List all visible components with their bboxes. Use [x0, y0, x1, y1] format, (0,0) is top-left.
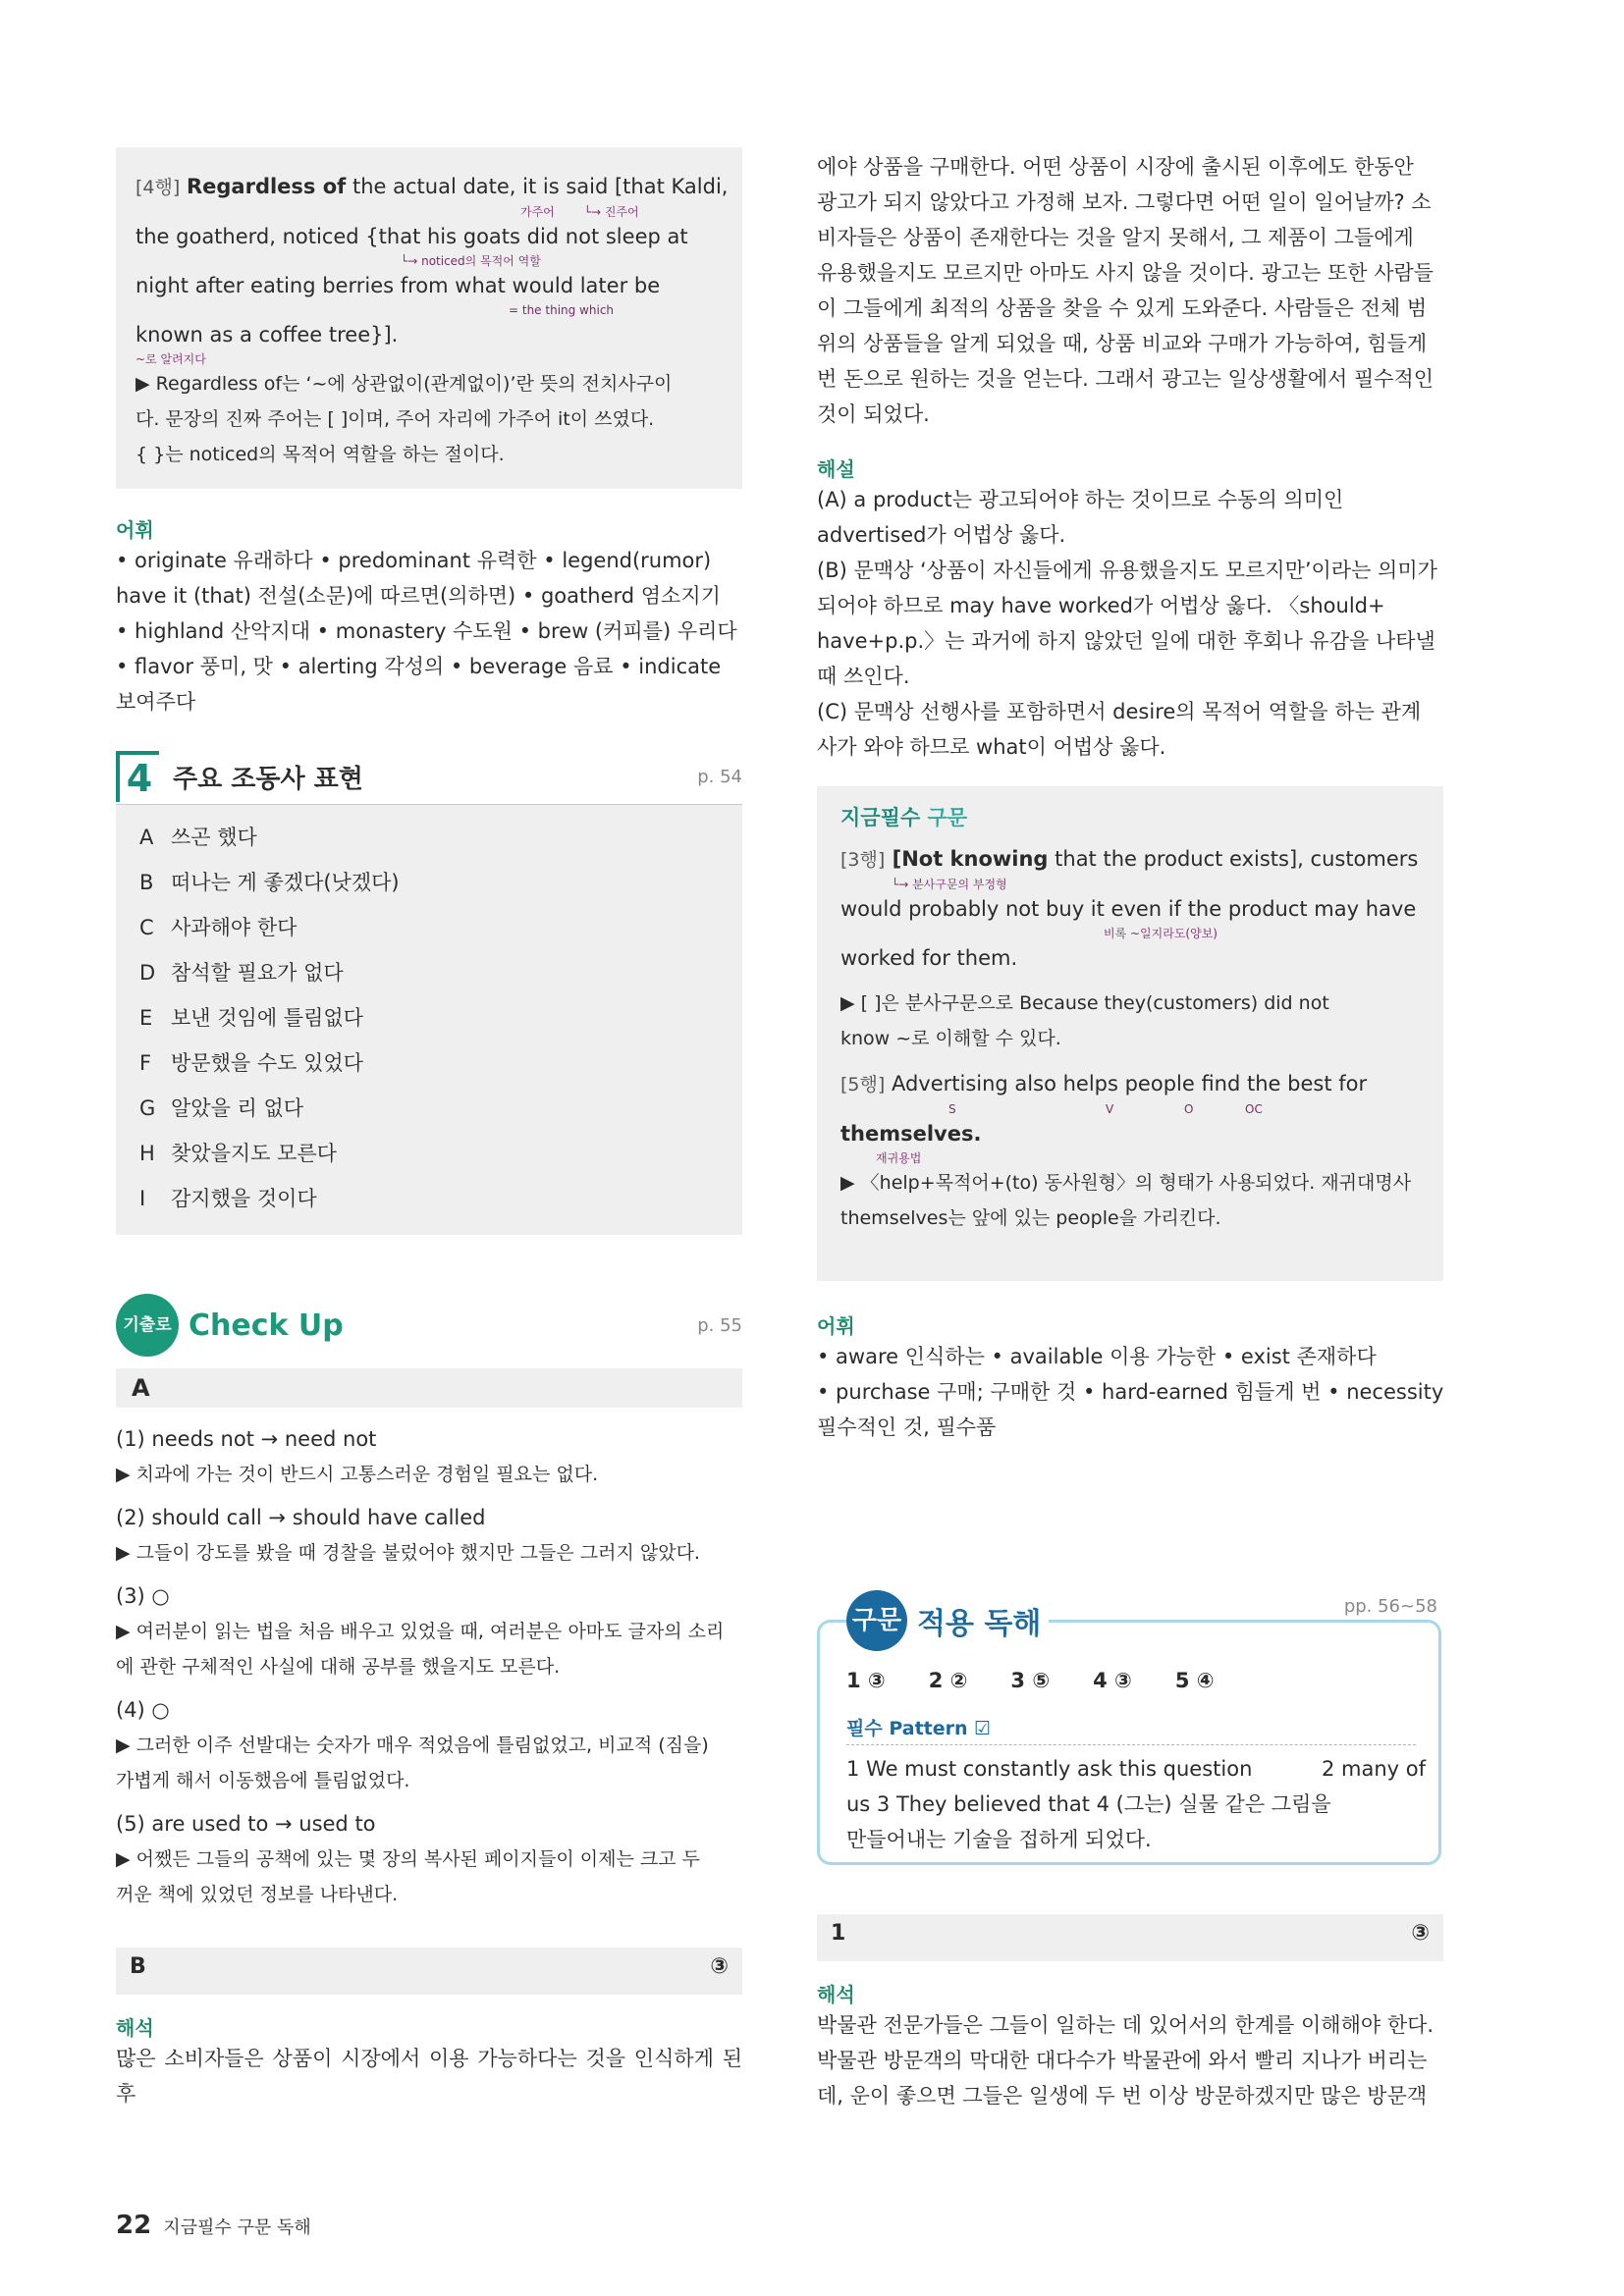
answer-list-item: [139, 995, 719, 1041]
question-1-header: [817, 1914, 1443, 1961]
item-key: I: [139, 1187, 146, 1210]
pattern-header: [846, 1714, 1416, 1745]
text-line: have it (that) 전설(소문)에 따르면(의하면) • goatherd 염소지기: [116, 584, 721, 608]
explanation: know ~로 이해할 수 있다.: [840, 1028, 1061, 1049]
vocab-section: [116, 514, 742, 720]
answer-item: [116, 1500, 742, 1571]
apply-title: 적용 독해: [917, 1607, 1042, 1641]
answer-list: [116, 805, 742, 1235]
item-value: 떠나는 게 좋겠다(낫겠다): [171, 871, 400, 894]
line-number: [3행]: [840, 849, 886, 871]
text-line: • flavor 풍미, 맛 • alerting 각성의 • beverage 음료 • indicate: [116, 655, 722, 678]
sentence-text: night after eating berries from what would later be: [135, 274, 661, 297]
translation-text: 많은 소비자들은 상품이 시장에서 이용 가능하다는 것을 인식하게 된 후: [116, 2047, 742, 2106]
part-label: B: [130, 1954, 146, 1979]
text-line: 것이 되었다.: [817, 402, 930, 426]
text-line: • highland 산악지대 • monastery 수도원 • brew (커피를) 우리다: [116, 619, 737, 643]
answer-mark: ③: [1411, 1921, 1430, 1946]
item-value: 알았을 리 없다: [171, 1096, 304, 1120]
answer-item: 4 ③: [1093, 1669, 1132, 1692]
grammar-note: └→ noticed의 목적어 역할: [401, 254, 541, 268]
key-phrase: [Not knowing: [885, 847, 1049, 871]
answer-list-item: [139, 950, 719, 995]
answer-item: [116, 1692, 742, 1798]
vocab-label: 어휘: [116, 518, 154, 542]
answer-item: [116, 1421, 742, 1492]
text-line: • originate 유래하다 • predominant 유력한 • legend(rumor): [116, 549, 712, 572]
text-line: 에야 상품을 구매한다. 어떤 상품이 시장에 출시된 이후에도 한동안: [817, 155, 1414, 179]
item-key: C: [139, 916, 154, 939]
translation-label: 해석: [116, 2016, 154, 2040]
vocab-list: [817, 1339, 1443, 1445]
vocab-list: [116, 543, 742, 720]
vocab-label: 어휘: [817, 1314, 855, 1338]
explanation: ▶ Regardless of는 ‘~에 상관없이(관계없이)’란 뜻의 전치사구이: [135, 373, 673, 395]
answer-list-item: [139, 815, 719, 860]
translation: ▶ 그러한 이주 선발대는 숫자가 매우 적었음에 틀림없었고, 비교적 (짐을): [116, 1735, 709, 1756]
part-label: A: [132, 1374, 150, 1402]
check-icon: ☑: [974, 1718, 992, 1739]
answer-list-item: [139, 1176, 719, 1221]
right-column: [817, 149, 1443, 2113]
text-line: 박물관 방문객의 막대한 대다수가 박물관에 와서 빨리 지나가 버리는: [817, 2049, 1428, 2072]
text-line: 광고가 되지 않았다고 가정해 보자. 그렇다면 어떤 일이 일어날까? 소: [817, 190, 1432, 214]
translation: ▶ 어쨌든 그들의 공책에 있는 몇 장의 복사된 페이지들이 이제는 크고 두: [116, 1848, 700, 1870]
text-line: (B) 문맥상 ‘상품이 자신들에게 유용했을지도 모르지만’이라는 의미가: [817, 559, 1437, 582]
text-line: 보여주다: [116, 690, 196, 714]
translation: ▶ 그들이 강도를 봤을 때 경찰을 불렀어야 했지만 그들은 그러지 않았다.: [116, 1542, 700, 1564]
item-key: B: [139, 871, 154, 894]
page-number: 22: [116, 2211, 152, 2240]
correction: (3) ○: [116, 1584, 170, 1608]
grammar-note: └→ 진주어: [583, 205, 639, 219]
line-number: [4행]: [135, 177, 181, 198]
pattern-answer: 1 We must constantly ask this question: [846, 1757, 1253, 1781]
part-b-header: [116, 1948, 742, 1995]
sentence-text: that the product exists], customers: [1048, 847, 1419, 871]
correction: (1) needs not → need not: [116, 1427, 377, 1451]
sentence-text: would probably not buy it even if the product may have: [840, 897, 1417, 921]
sentence-text: the actual date, it is said [that Kaldi,: [346, 175, 729, 198]
explanation: ▶ 〈help+목적어+(to) 동사원형〉의 형태가 사용되었다. 재귀대명사: [840, 1172, 1412, 1194]
grammar-note: 비록 ~일지라도(양보): [1104, 927, 1218, 940]
pattern-answer: 만들어내는 기술을 접하게 되었다.: [846, 1828, 1152, 1851]
pattern-label: 필수: [846, 1718, 890, 1739]
item-value: 방문했을 수도 있었다: [171, 1051, 363, 1075]
text-line: 데, 운이 좋으면 그들은 일생에 두 번 이상 방문하겠지만 많은 방문객: [817, 2084, 1428, 2108]
translation: 가볍게 해서 이동했음에 틀림없었다.: [116, 1770, 410, 1791]
box-title-suffix: 구문: [920, 806, 968, 829]
pattern-answer: us 3 They believed that 4 (그는) 실물 같은 그림을: [846, 1792, 1331, 1816]
checkup-header: [116, 1294, 742, 1357]
item-key: G: [139, 1096, 156, 1120]
text-line: advertised가 어법상 옳다.: [817, 523, 1066, 547]
line-number: [5행]: [840, 1074, 886, 1095]
answer-item: 1 ③: [846, 1669, 886, 1692]
page-footer: [116, 2211, 311, 2240]
correction: (5) are used to → used to: [116, 1812, 376, 1836]
role-label: O: [1184, 1102, 1194, 1116]
answer-list-item: [139, 905, 719, 950]
translation: ▶ 치과에 가는 것이 반드시 고통스러운 경험일 필요는 없다.: [116, 1464, 599, 1485]
gumun-box: [817, 786, 1443, 1281]
item-value: 참석할 필요가 없다: [171, 961, 344, 985]
text-line: 박물관 전문가들은 그들이 일하는 데 있어서의 한계를 이해해야 한다.: [817, 2013, 1435, 2037]
role-label: V: [1106, 1102, 1114, 1116]
text-line: have+p.p.〉는 과거에 하지 않았던 일에 대한 후회나 유감을 나타낼: [817, 629, 1435, 653]
text-line: 유용했을지도 모르지만 아마도 사지 않을 것이다. 광고는 또한 사람들: [817, 261, 1435, 285]
text-line: 필수적인 것, 필수품: [817, 1415, 997, 1439]
text-line: (A) a product는 광고되어야 하는 것이므로 수동의 의미인: [817, 488, 1344, 511]
text-line: 때 쓰인다.: [817, 665, 910, 688]
correction: (2) should call → should have called: [116, 1506, 486, 1529]
answer-list-item: [139, 1041, 719, 1086]
answer-list-item: [139, 860, 719, 905]
item-value: 감지했을 것이다: [171, 1187, 317, 1210]
section-number: 4: [116, 751, 159, 802]
grammar-note: └→ 분사구문의 부정형: [892, 878, 1007, 891]
answer-mark: ③: [710, 1954, 729, 1979]
answer-item: 2 ②: [928, 1669, 968, 1692]
sentence-text: themselves.: [840, 1122, 982, 1146]
sentence-role-labels: [840, 1102, 1420, 1116]
translation: 꺼운 책에 있었던 정보를 나타낸다.: [116, 1884, 399, 1905]
text-line: 이 그들에게 최적의 상품을 찾을 수 있게 도와준다. 사람들은 전체 범: [817, 296, 1428, 320]
translation-text: [817, 2007, 1443, 2113]
part-a-answers: [116, 1421, 742, 1912]
sentence-text: the goatherd, noticed {that his goats did not sleep at: [135, 225, 688, 248]
answer-item: 3 ⑤: [1010, 1669, 1051, 1692]
text-line: 사가 와야 하므로 what이 어법상 옳다.: [817, 735, 1166, 759]
item-key: E: [139, 1006, 153, 1030]
answer-row: [846, 1669, 1215, 1692]
checkup-title: Check Up: [189, 1308, 344, 1343]
haeseol-text: [817, 482, 1443, 765]
text-line: 위의 상품들을 알게 되었을 때, 상품 비교와 구매가 가능하여, 힘들게: [817, 332, 1428, 355]
page-reference: p. 55: [697, 1314, 742, 1336]
correction: (4) ○: [116, 1698, 170, 1722]
sentence-text: worked for them.: [840, 946, 1018, 970]
translation: ▶ 여러분이 읽는 법을 처음 배우고 있었을 때, 여러분은 아마도 글자의 소리: [116, 1621, 725, 1642]
answer-item: [116, 1806, 742, 1912]
item-key: D: [139, 961, 156, 985]
text-line: • aware 인식하는 • available 이용 가능한 • exist 존재하다: [817, 1345, 1377, 1368]
answer-list-item: [139, 1131, 719, 1176]
answer-item: 5 ④: [1174, 1669, 1215, 1692]
book-title: 지금필수 구문 독해: [163, 2217, 311, 2238]
grammar-note: ~로 알려지다: [135, 352, 206, 366]
vocab-section: [817, 1310, 1443, 1445]
item-key: A: [139, 826, 154, 849]
grammar-note: 재귀용법: [876, 1151, 922, 1165]
item-key: H: [139, 1142, 155, 1165]
section-title: 주요 조동사 표현: [173, 764, 363, 794]
item-value: 보낸 것임에 틀림없다: [171, 1006, 363, 1030]
apply-badge: 구문: [846, 1590, 907, 1651]
explanation: 다. 문장의 진짜 주어는 [ ]이며, 주어 자리에 가주어 it이 쓰였다.: [135, 408, 655, 430]
checkup-badge: 기출로: [116, 1294, 179, 1357]
item-value: 찾았을지도 모른다: [171, 1142, 337, 1165]
item-value: 쓰곤 했다: [171, 826, 257, 849]
explanation: { }는 noticed의 목적어 역할을 하는 절이다.: [135, 444, 505, 465]
text-line: (C) 문맥상 선행사를 포함하면서 desire의 목적어 역할을 하는 관계: [817, 700, 1422, 723]
role-label: S: [948, 1102, 956, 1116]
translation: 에 관한 구체적인 사실에 대해 공부를 했을지도 모른다.: [116, 1656, 561, 1678]
grammar-note: 가주어: [520, 205, 555, 219]
text-line: • purchase 구매; 구매한 것 • hard-earned 힘들게 번 • necessity: [817, 1380, 1444, 1404]
role-label: OC: [1245, 1102, 1263, 1116]
pattern-label-en: Pattern: [889, 1718, 968, 1739]
translation-label: 해석: [817, 1983, 855, 2006]
pattern-answer: 2 many of: [1321, 1757, 1426, 1781]
answer-item: [116, 1578, 742, 1684]
part-a-header: [116, 1368, 742, 1408]
left-column: [116, 147, 742, 2111]
translation-paragraph: [817, 149, 1443, 432]
question-number: 1: [831, 1921, 846, 1946]
explanation: themselves는 앞에 있는 people을 가리킨다.: [840, 1207, 1221, 1229]
page-reference: pp. 56~58: [1343, 1596, 1437, 1617]
sentence-text: known as a coffee tree}].: [135, 323, 399, 347]
haeseol-label: 해설: [817, 457, 855, 481]
item-value: 사과해야 한다: [171, 916, 298, 939]
text-line: 비자들은 상품이 존재한다는 것을 알지 못해서, 그 제품이 그들에게: [817, 226, 1414, 249]
apply-section: [817, 1590, 1443, 1869]
sentence-text: Advertising also helps people find the best for: [885, 1072, 1368, 1095]
explanation: ▶ [ ]은 분사구문으로 Because they(customers) did not: [840, 992, 1329, 1014]
grammar-note: = the thing which: [509, 303, 615, 317]
key-phrase: Regardless of: [186, 175, 347, 198]
text-line: 번 돈으로 원하는 것을 얻는다. 그래서 광고는 일상생활에서 필수적인: [817, 367, 1435, 391]
box-title: 지금필수: [840, 806, 921, 829]
section-4: [116, 749, 742, 1235]
text-line: 되어야 하므로 may have worked가 어법상 옳다. 〈should+: [817, 594, 1385, 617]
answer-list-item: [139, 1086, 719, 1131]
item-key: F: [139, 1051, 152, 1075]
sentence-analysis-box: [116, 147, 742, 489]
page-reference: p. 54: [697, 766, 742, 787]
